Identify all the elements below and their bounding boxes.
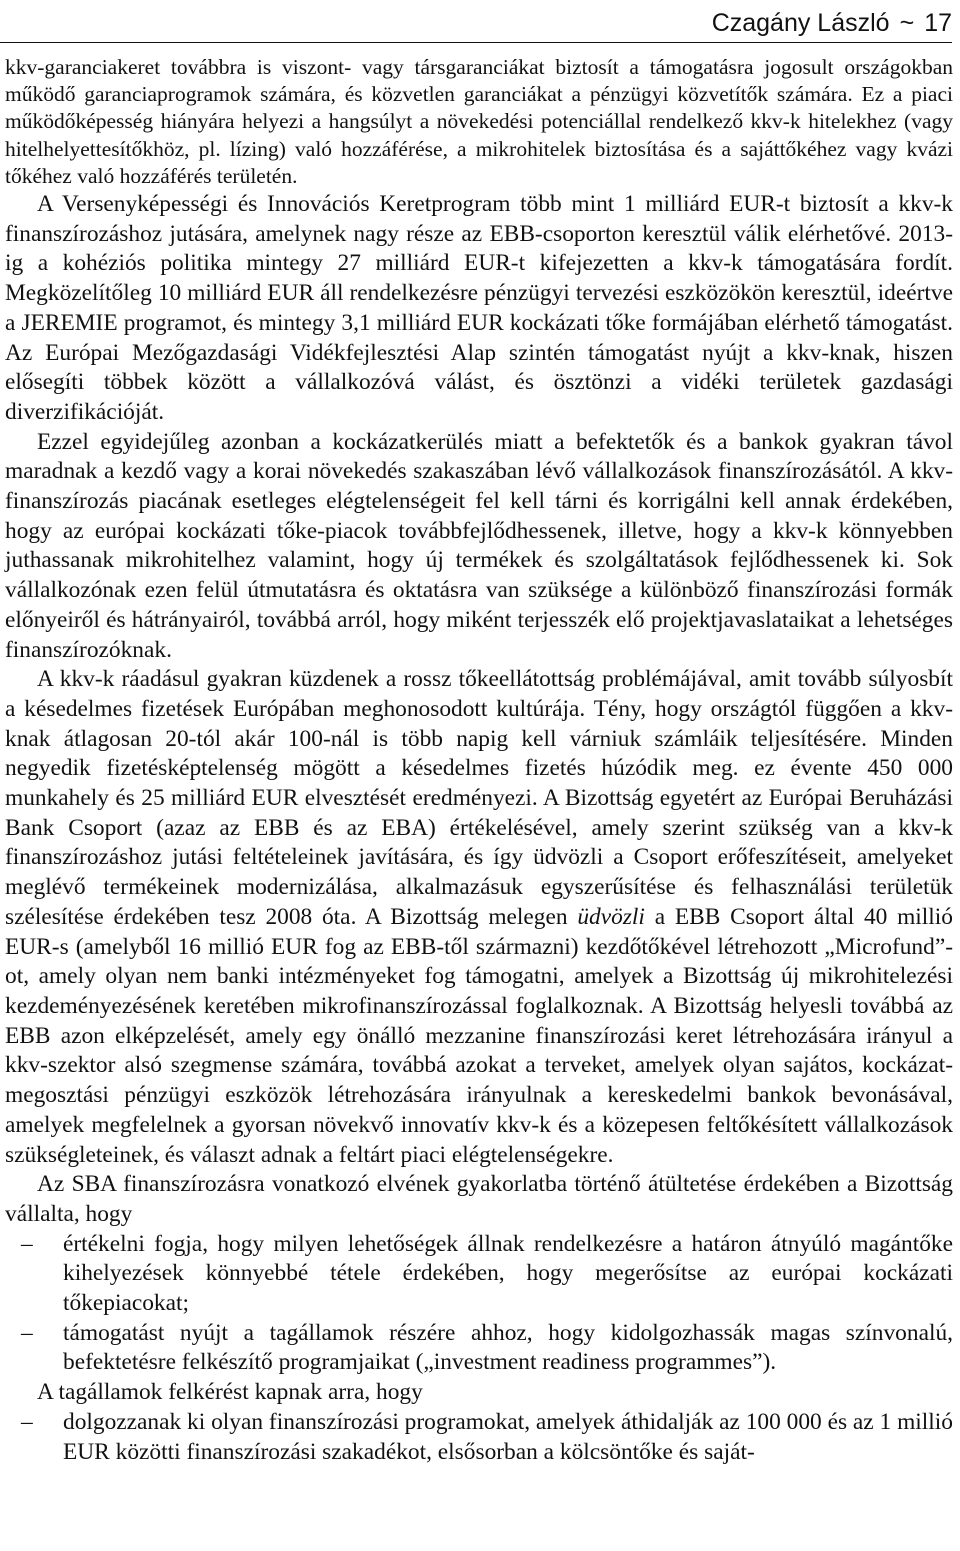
paragraph-risk-aversion: Ezzel egyidejűleg azonban a kockázatkerülés miatt a befektetők és a bankok gyakran távol maradnak a kezdő vagy a korai növekedés szakaszában lévő vállalkozások finanszírozásától. A kkv-finanszírozás piacának esetleges elégtelenségeit fel kell tárni és korrigálni kell annak érdekében, hogy az európai kockázati tőke-piacok továbbfejlődhessenek, illetve, hogy a kkv-k könnyebben juthassanak mikrohitelhez valamint, hogy új termékek és szolgáltatások fejlődhessenek ki. Sok vállalkozónak ezen felül útmutatásra és oktatásra van szüksége a különböző finanszírozási formák előnyeiről és hátrányairól, továbbá arról, hogy miként terjesszék elő projektjavaslataikat a lehetséges finanszírozóknak.: [5, 428, 953, 663]
member-states-requests-list: [5, 1408, 953, 1467]
body-text: [5, 54, 953, 1467]
paragraph-sba-intro: Az SBA finanszírozásra vonatkozó elvének gyakorlatba történő átültetése érdekében a Bizottság vállalta, hogy: [5, 1171, 953, 1227]
paragraph-late-payments-text: A kkv-k ráadásul gyakran küzdenek a rossz tőkeellátottság problémájával, amit tovább súlyosbít a késedelmes fizetések Európában meghonosodott kultúrája. Tény, hogy országtól függően a kkv-knak átlagosan 20-tól akár 100-nál is több napig kell várniuk számláik teljesítésére. Minden negyedik fizetésképtelenség mögött a késedelmes fizetés húzódik meg. ez évente 450 000 munkahely és 25 milliárd EUR elvesztését eredményezi. A Bizottság egyetért az Európai Beruházási Bank Csoport (azaz az EBB és az EBA) értékelésével, amely szerint szükség van a kkv-k finanszírozáshoz jutási feltételeinek javítására, és így üdvözli a Csoport erőfeszítéseit, amelyeket meglévő termékeinek modernizálása, alkalmazásuk egyszerűsítése és felhasználási területük szélesítése érdekében tesz 2008 óta. A Bizottság melegen: [5, 666, 953, 930]
list-item: – értékelni fogja, hogy milyen lehetőségek állnak rendelkezésre a határon átnyúló magántőke kihelyezések könnyebbé tétele érdekében, hogy megerősítse az európai kockázati tőkepiacokat;: [63, 1230, 953, 1319]
paragraph-late-payments: [5, 665, 953, 1170]
paragraph-guarantee-facility: kkv-garanciakeret továbbra is viszont- vagy társgaranciákat biztosít a támogatásra jogosult országokban működő garanciaprogramok számára, és közvetlen garanciákat a pénzügyi közvetítők számára. Ez a piaci működőképesség hiányára helyezi a hangsúlyt a növekedési potenciállal rendelkező kkv-k hitelekhez (vagy hitelhelyettesítőkhöz, pl. lízing) való hozzáférése, a mikrohitelek biztosítása és a sajáttőkéhez vagy kvázi tőkéhez való hozzáférés területén.: [5, 55, 953, 188]
commission-commitments-list: [5, 1230, 953, 1379]
paragraph-cip-funding: A Versenyképességi és Innovációs Keretprogram több mint 1 milliárd EUR-t biztosít a kkv-k finanszírozáshoz jutására, amelynek nagy része az EBB-csoporton keresztül válik elérhetővé. 2013-ig a kohéziós politika mintegy 27 milliárd EUR-t kifejezetten a kkv-k támogatására fordít. Megközelítőleg 10 milliárd EUR áll rendelkezésre pénzügyi tervezési eszközökön keresztül, ideértve a JEREMIE programot, és mintegy 3,1 milliárd EUR kockázati tőke formájában elérhető támogatást. Az Európai Mezőgazdasági Vidékfejlesztési Alap szintén támogatást nyújt a kkv-knak, hiszen elősegíti többek között a vállalkozóvá válást, és ösztönzi a vidéki területek gazdasági diverzifikációját.: [5, 191, 953, 425]
header-author: Czagány László: [711, 9, 890, 37]
running-header: [0, 6, 952, 43]
paragraph-late-payments-tail: a EBB Csoport által 40 millió EUR-s (amelyből 16 millió EUR fog az EBB-től származni) kezdőtőkével létrehozott „Microfund”-ot, amely olyan nem banki intézményeket fog támogatni, amelyek a Bizottság új mikrohitelezési kezdeményezésének keretében mikrofinanszírozással foglalkoznak. A Bizottság helyesli továbbá az EBB azon elképzelését, amely egy önálló mezzanine finanszírozási keret létrehozására irányul a kkv-szektor alsó szegmense számára, továbbá azokat a terveket, amelyek olyan sajátos, kockázat-megosztási pénzügyi eszközök létrehozására irányulnak a kereskedelmi bankok bevonásával, amelyek megfelelnek a gyorsan növekvő innovatív kkv-k és a közepesen feltőkésített vállalkozások szükségleteinek, és választ adnak a feltárt piaci elégtelenségekre.: [5, 903, 953, 1168]
paragraph-member-states: A tagállamok felkérést kapnak arra, hogy: [37, 1379, 423, 1406]
header-separator: ~: [899, 9, 915, 37]
header-page-number: 17: [924, 9, 952, 37]
list-item: – támogatást nyújt a tagállamok részére ahhoz, hogy kidolgozhassák magas színvonalú, befektetésre felkészítő programjaikat („investment readiness programmes”).: [63, 1319, 953, 1378]
list-item: – dolgozzanak ki olyan finanszírozási programokat, amelyek áthidalják az 100 000 és az 1 millió EUR közötti finanszírozási szakadékot, elsősorban a kölcsöntőke és saját-: [63, 1408, 953, 1467]
italic-term: üdvözli: [577, 903, 645, 930]
